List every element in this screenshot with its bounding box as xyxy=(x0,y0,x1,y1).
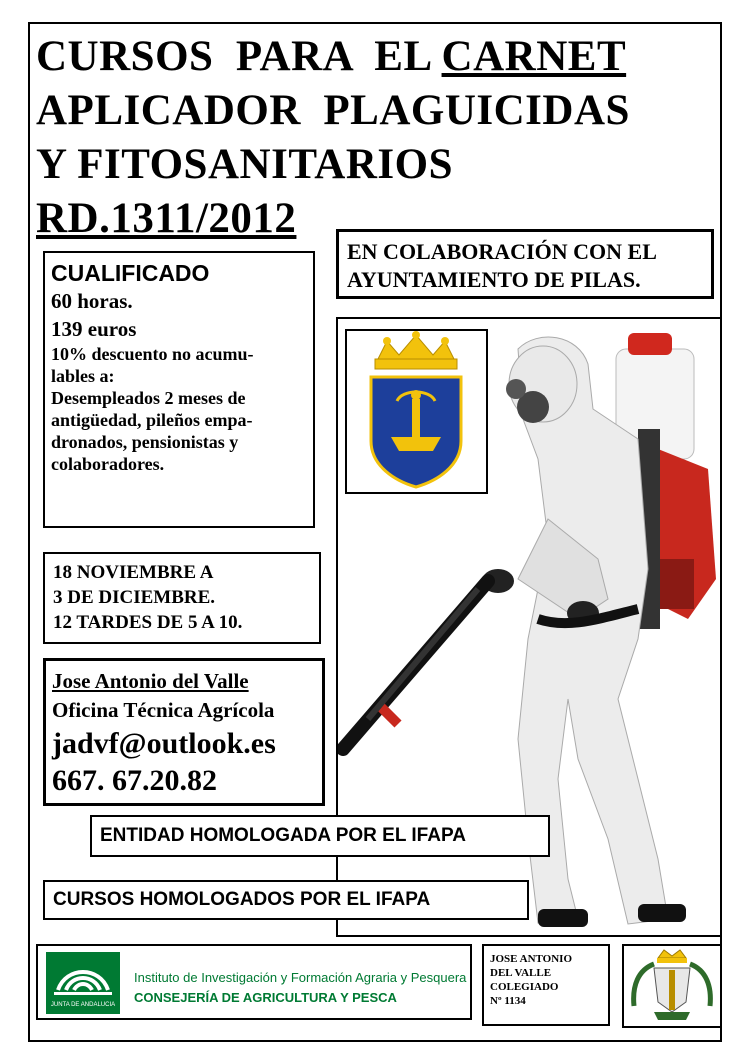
collaboration-box xyxy=(336,229,714,299)
discount-line-6: colaboradores. xyxy=(51,454,165,474)
collaboration-line-2: AYUNTAMIENTO DE PILAS. xyxy=(347,267,641,292)
cursos-homologados-text: CURSOS HOMOLOGADOS POR EL IFAPA xyxy=(53,889,431,910)
colegiado-line-4: Nº 1134 xyxy=(490,995,526,1007)
course-price: 139 euros xyxy=(51,317,137,341)
junta-logo xyxy=(46,952,120,1014)
colegiado-box xyxy=(482,944,610,1026)
emblem-icon xyxy=(624,946,720,1026)
dates-line-3: 12 TARDES DE 5 A 10. xyxy=(53,612,243,633)
contact-phone: 667. 67.20.82 xyxy=(52,764,217,797)
entidad-homologada-box xyxy=(90,815,550,857)
junta-andalucia-banner xyxy=(36,944,472,1020)
colegiado-line-3: COLEGIADO xyxy=(490,981,559,993)
institute-name: Instituto de Investigación y Formación Agraria y Pesquera xyxy=(134,970,467,985)
contact-email: jadvf@outlook.es xyxy=(52,727,276,760)
poster-title xyxy=(36,30,696,246)
dates-line-1: 18 NOVIEMBRE A xyxy=(53,562,214,583)
discount-line-5: dronados, pensionistas y xyxy=(51,432,239,452)
consejeria-name: CONSEJERÍA DE AGRICULTURA Y PESCA xyxy=(134,990,397,1005)
junta-logo-icon xyxy=(46,952,120,1000)
dates-box xyxy=(43,552,321,644)
discount-line-4: antigüedad, pileños empa- xyxy=(51,410,253,430)
colegio-emblem-box xyxy=(622,944,722,1028)
title-line-2: APLICADOR PLAGUICIDAS xyxy=(36,87,630,134)
discount-line-2: lables a: xyxy=(51,366,115,386)
contact-name: Jose Antonio del Valle xyxy=(52,669,249,693)
contact-office: Oficina Técnica Agrícola xyxy=(52,698,275,722)
dates-line-2: 3 DE DICIEMBRE. xyxy=(53,587,216,608)
junta-logo-text: JUNTA DE ANDALUCIA xyxy=(50,1002,116,1008)
cualificado-box xyxy=(43,251,315,528)
entidad-homologada-text: ENTIDAD HOMOLOGADA POR EL IFAPA xyxy=(100,825,466,846)
shield-icon xyxy=(347,331,486,492)
title-line-1: CURSOS PARA EL CARNET xyxy=(36,33,627,80)
contact-box xyxy=(43,658,325,806)
cursos-homologados-box xyxy=(43,880,529,920)
course-hours: 60 horas. xyxy=(51,289,133,313)
title-underlined-word: CARNET xyxy=(441,33,627,80)
cualificado-heading: CUALIFICADO xyxy=(51,260,210,286)
colegiado-line-2: DEL VALLE xyxy=(490,967,552,979)
discount-line-3: Desempleados 2 meses de xyxy=(51,388,246,408)
pilas-coat-of-arms xyxy=(345,329,488,494)
discount-line-1: 10% descuento no acumu- xyxy=(51,344,254,364)
collaboration-line-1: EN COLABORACIÓN CON EL xyxy=(347,239,657,264)
title-line-4: RD.1311/2012 xyxy=(36,195,297,242)
colegiado-line-1: JOSE ANTONIO xyxy=(490,953,573,965)
title-line-3: Y FITOSANITARIOS xyxy=(36,141,454,188)
